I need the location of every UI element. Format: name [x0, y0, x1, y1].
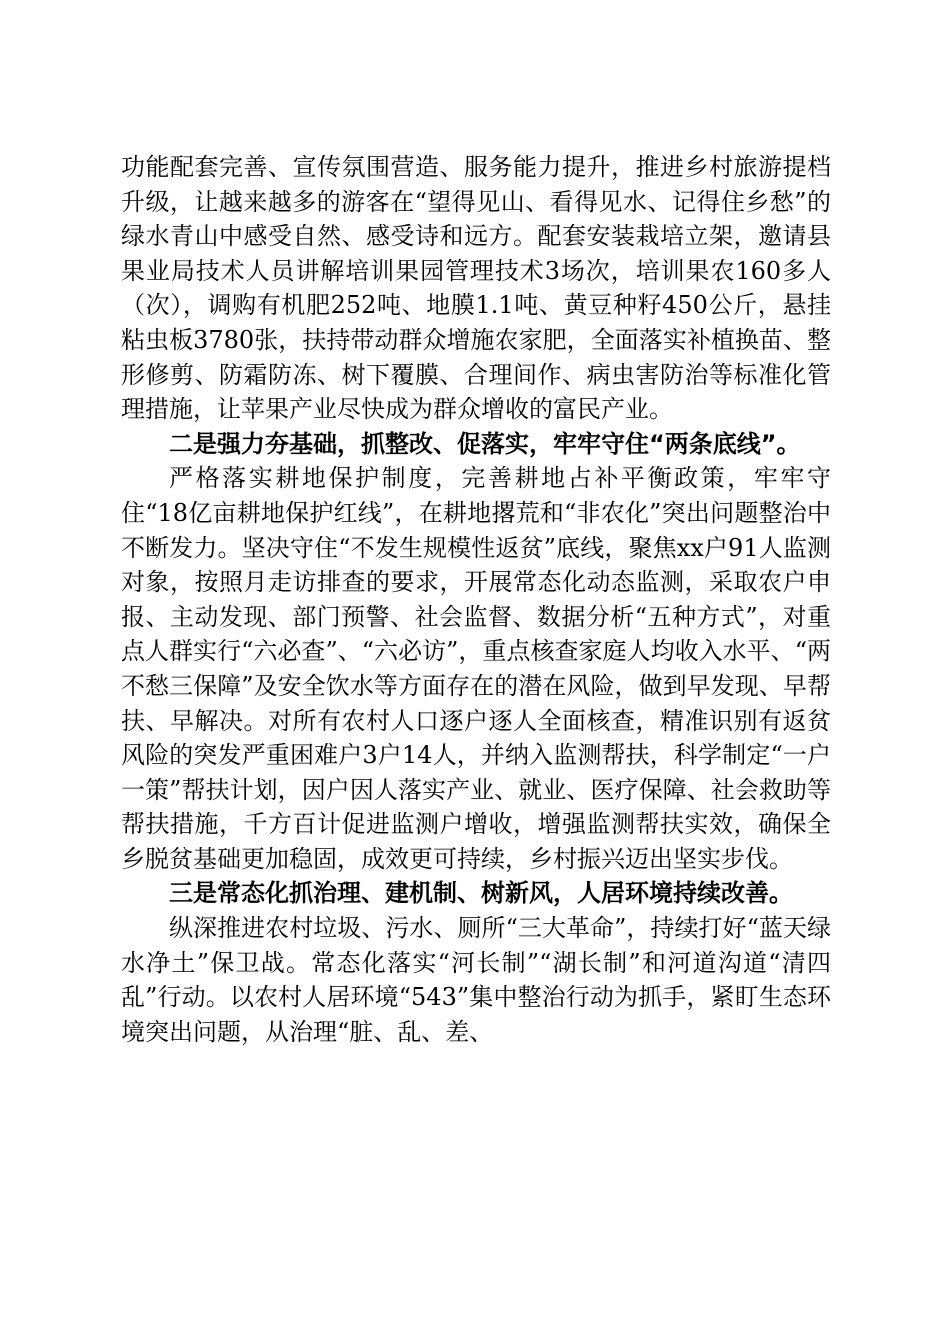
- paragraph-body: 严格落实耕地保护制度，完善耕地占补平衡政策，牢牢守住“18亿亩耕地保护红线”，在耕地撂荒和“非农化”突出问题整治中不断发力。坚决守住“不发生规模性返贫”底线，聚焦xx户91人监测对象，按照月走访排查的要求，开展常态化动态监测，采取农户申报、主动发现、部门预警、社会监督、数据分析“五种方式”，对重点人群实行“六必查”、“六必访”，重点核查家庭人均收入水平、“两不愁三保障”及安全饮水等方面存在的潜在风险，做到早发现、早帮扶、早解决。对所有农村人口逐户逐人全面核查，精准识别有返贫风险的突发严重困难户3户14人，并纳入监测帮扶，科学制定“一户一策”帮扶计划，因户因人落实产业、就业、医疗保障、社会救助等帮扶措施，千方百计促进监测户增收，增强监测帮扶实效，确保全乡脱贫基础更加稳固，成效更可持续，乡村振兴迈出坚实步伐。: [121, 464, 831, 873]
- section-heading-two: 二是强力夯基础，抓整改、促落实，牢牢守住“两条底线”。: [169, 429, 801, 458]
- paragraph-body: 纵深推进农村垃圾、污水、厕所“三大革命”，持续打好“蓝天绿水净土”保卫战。常态化落实“河长制”“湖长制”和河道沟道“清四乱”行动。以农村人居环境“543”集中整治行动为抓手，紧盯生态环境突出问题，从治理“脏、乱、差、: [121, 914, 831, 1046]
- section-heading-three: 三是常态化抓治理、建机制、树新风，人居环境持续改善。: [169, 879, 793, 908]
- paragraph-body-continued: 功能配套完善、宣传氛围营造、服务能力提升，推进乡村旅游提档升级，让越来越多的游客在“望得见山、看得见水、记得住乡愁”的绿水青山中感受自然、感受诗和远方。配套安装栽培立架，邀请县果业局技术人员讲解培训果园管理技术3场次，培训果农160多人（次），调购有机肥252吨、地膜1.1吨、黄豆种籽450公斤，悬挂粘虫板3780张，扶持带动群众增施农家肥，全面落实补植换苗、整形修剪、防霜防冻、树下覆膜、合理间作、病虫害防治等标准化管理措施，让苹果产业尽快成为群众增收的富民产业。: [121, 153, 831, 424]
- document-body: [121, 150, 831, 1049]
